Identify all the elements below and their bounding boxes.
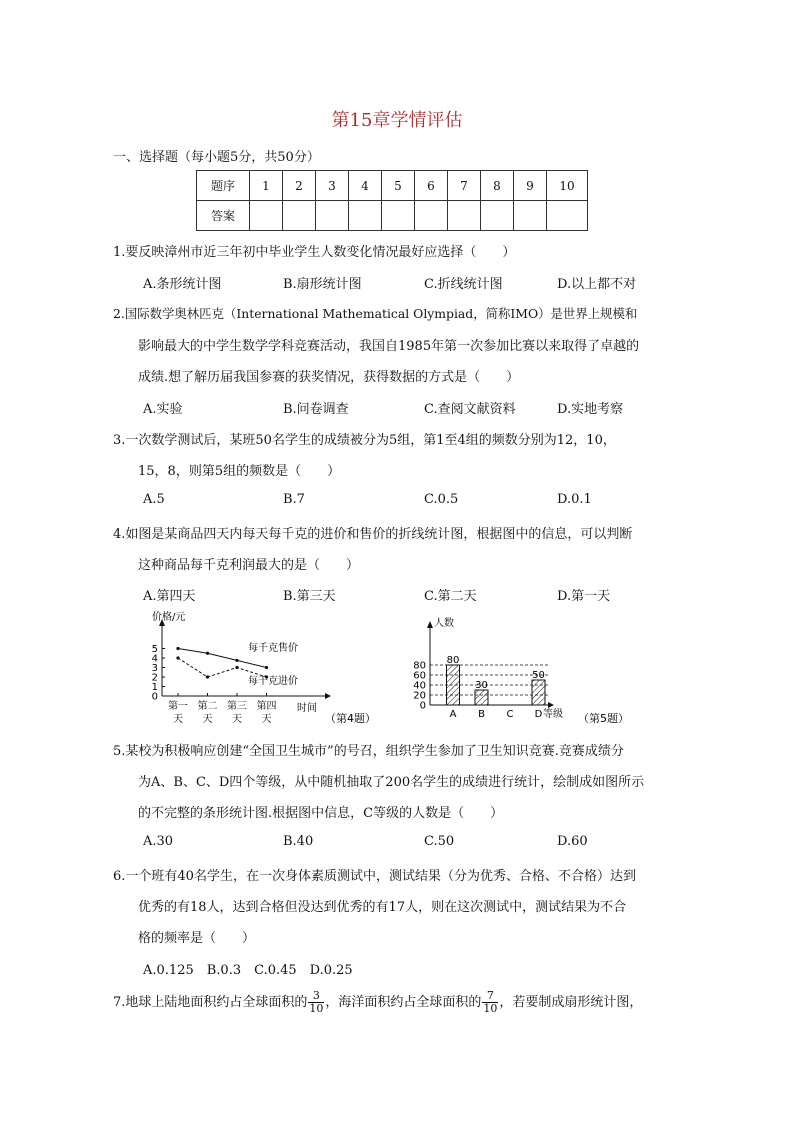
q7-text-part-2: ，海洋面积约占全球面积的 <box>325 995 482 1010</box>
x-tick-label: 第二 <box>197 701 218 712</box>
question-3-line-2: 15，8，则第5组的频数是（ ） <box>138 464 341 479</box>
data-point <box>265 666 268 669</box>
fraction-land <box>308 990 324 1015</box>
answer-table-answer-row <box>197 201 588 231</box>
data-point <box>235 659 238 662</box>
q4-option-d: D.第一天 <box>557 589 611 604</box>
q1-option-a: A.条形统计图 <box>143 277 222 292</box>
y-tick-label: 1 <box>151 682 158 693</box>
y-tick-label: 0 <box>151 691 158 703</box>
x-axis-label: 时间 <box>297 703 317 714</box>
x-tick-label: 第四 <box>256 701 277 712</box>
q5-option-c: C.50 <box>424 834 455 849</box>
question-number: 4 <box>349 171 382 201</box>
answer-cell[interactable] <box>349 201 382 231</box>
question-5-line-1: 5.某校为积极响应创建“全国卫生城市”的号召，组织学生参加了卫生知识竞赛.竞赛成绩分 <box>113 744 624 759</box>
x-tick-label: D <box>534 709 543 720</box>
fraction-denominator: 10 <box>483 1002 498 1015</box>
question-number: 10 <box>547 171 588 201</box>
x-tick-label: B <box>478 709 485 720</box>
fraction-numerator: 7 <box>482 990 498 1003</box>
answer-cell[interactable] <box>514 201 547 231</box>
data-point <box>206 675 209 678</box>
question-number: 7 <box>448 171 481 201</box>
y-axis-arrow <box>427 621 433 628</box>
figure-caption: （第5题） <box>578 712 629 725</box>
data-point <box>206 652 209 655</box>
question-2-line-2: 影响最大的中学生数学学科竞赛活动，我国自1985年第一次参加比赛以来取得了卓越的 <box>138 339 640 354</box>
x-tick-label: 天 <box>173 714 183 725</box>
y-tick-label: 4 <box>151 653 158 665</box>
q5-option-a: A.30 <box>143 834 174 849</box>
q4-option-a: A.第四天 <box>143 589 196 604</box>
q2-option-c: C.查阅文献资料 <box>424 402 516 417</box>
legend-sell-price: 每千克售价 <box>248 643 298 654</box>
question-1-stem: 1.要反映漳州市近三年初中毕业学生人数变化情况最好应选择（ ） <box>113 245 516 260</box>
y-tick-label: 60 <box>413 670 426 682</box>
q2-option-b: B.问卷调查 <box>283 402 349 417</box>
question-7-line-1 <box>113 990 642 1015</box>
legend-cost-price: 每千克进价 <box>248 676 298 687</box>
x-axis-arrow <box>548 702 554 708</box>
y-tick-label: 0 <box>419 700 426 712</box>
data-point <box>235 666 238 669</box>
fraction-ocean <box>482 990 498 1015</box>
x-tick-label: 天 <box>261 714 272 725</box>
figure-caption: （第4题） <box>325 712 376 725</box>
question-number: 9 <box>514 171 547 201</box>
q5-option-b: B.40 <box>283 834 314 849</box>
x-tick-label: 天 <box>232 714 242 725</box>
answer-cell[interactable] <box>283 201 316 231</box>
q1-option-c: C.折线统计图 <box>424 277 503 292</box>
answer-cell[interactable] <box>448 201 481 231</box>
question-2-line-1: 2.国际数学奥林匹克（International Mathematical Olympiad，简称IMO）是世界上规模和 <box>113 306 638 321</box>
line-chart-q4 <box>140 610 390 730</box>
answer-cell[interactable] <box>316 201 349 231</box>
question-6-line-1: 6.一个班有40名学生，在一次身体素质测试中，测试结果（分为优秀、合格、不合格）达到 <box>113 869 636 884</box>
question-number: 1 <box>250 171 283 201</box>
q6-options: A.0.125 B.0.3 C.0.45 D.0.25 <box>143 963 353 978</box>
bar-chart-q5 <box>400 610 640 730</box>
answer-cell[interactable] <box>250 201 283 231</box>
y-tick-label: 3 <box>151 663 158 674</box>
question-number: 5 <box>382 171 415 201</box>
question-2-line-3: 成绩.想了解历届我国参赛的获奖情况，获得数据的方式是（ ） <box>138 370 520 385</box>
answer-table-label: 答案 <box>197 201 250 231</box>
y-axis-label: 价格/元 <box>152 612 186 623</box>
question-5-line-2: 为A、B、C、D四个等级，从中随机抽取了200名学生的成绩进行统计，绘制成如图所示 <box>138 775 645 790</box>
y-tick-label: 80 <box>413 660 426 672</box>
page-title: 第15章学情评估 <box>331 110 463 131</box>
q1-option-d: D.以上都不对 <box>557 277 637 292</box>
bar-value-label: 30 <box>475 680 488 691</box>
x-axis-arrow <box>325 693 331 699</box>
q5-option-d: D.60 <box>557 834 588 849</box>
bar <box>475 690 488 705</box>
question-number: 6 <box>415 171 448 201</box>
question-number: 2 <box>283 171 316 201</box>
answer-table <box>196 170 588 231</box>
x-tick-label: A <box>449 709 457 720</box>
answer-table-label: 题序 <box>197 171 250 201</box>
y-tick-label: 40 <box>413 680 426 692</box>
y-tick-label: 5 <box>151 644 158 655</box>
bar-value-label: 50 <box>532 670 545 681</box>
answer-cell[interactable] <box>415 201 448 231</box>
bar <box>532 680 545 705</box>
question-number: 8 <box>481 171 514 201</box>
q4-option-c: C.第二天 <box>424 589 477 604</box>
x-axis-label: 等级 <box>543 709 563 720</box>
answer-cell[interactable] <box>382 201 415 231</box>
q3-option-b: B.7 <box>283 492 305 507</box>
q3-option-a: A.5 <box>143 492 165 507</box>
y-axis-label: 人数 <box>434 618 454 629</box>
bar <box>447 665 460 705</box>
y-tick-label: 2 <box>151 672 158 684</box>
series-line-cost-price <box>178 658 267 677</box>
section-heading: 一、选择题（每小题5分，共50分） <box>113 150 320 165</box>
q7-text-part-3: ，若要制成扇形统计图， <box>499 995 643 1010</box>
answer-cell[interactable] <box>481 201 514 231</box>
question-4-line-1: 4.如图是某商品四天内每天每千克的进价和售价的折线统计图，根据图中的信息，可以判断 <box>113 527 633 542</box>
x-tick-label: 天 <box>202 714 213 725</box>
question-6-line-2: 优秀的有18人，达到合格但没达到优秀的有17人，则在这次测试中，测试结果为不合 <box>138 900 627 915</box>
y-tick-label: 20 <box>413 690 426 702</box>
q1-option-b: B.扇形统计图 <box>283 277 362 292</box>
q2-option-a: A.实验 <box>143 402 183 417</box>
q2-option-d: D.实地考察 <box>557 402 624 417</box>
question-number: 3 <box>316 171 349 201</box>
q4-option-b: B.第三天 <box>283 589 336 604</box>
fraction-denominator: 10 <box>309 1002 324 1015</box>
bar-value-label: 80 <box>446 655 460 666</box>
question-4-line-2: 这种商品每千克利润最大的是（ ） <box>138 558 360 573</box>
q3-option-c: C.0.5 <box>424 492 459 507</box>
x-tick-label: 第一 <box>168 701 188 712</box>
fraction-numerator: 3 <box>308 990 324 1003</box>
answer-table-header-row <box>197 171 588 201</box>
x-tick-label: C <box>506 709 514 720</box>
q3-option-d: D.0.1 <box>557 492 592 507</box>
data-point <box>176 647 179 650</box>
question-6-line-3: 格的频率是（ ） <box>138 931 256 946</box>
q7-text-part-1: 7.地球上陆地面积约占全球面积的 <box>113 995 308 1010</box>
x-tick-label: 第三 <box>227 701 247 712</box>
answer-cell[interactable] <box>547 201 588 231</box>
question-3-line-1: 3.一次数学测试后，某班50名学生的成绩被分为5组，第1至4组的频数分别为12，10， <box>113 433 616 448</box>
question-5-line-3: 的不完整的条形统计图.根据图中信息，C等级的人数是（ ） <box>138 806 504 821</box>
data-point <box>176 656 179 659</box>
